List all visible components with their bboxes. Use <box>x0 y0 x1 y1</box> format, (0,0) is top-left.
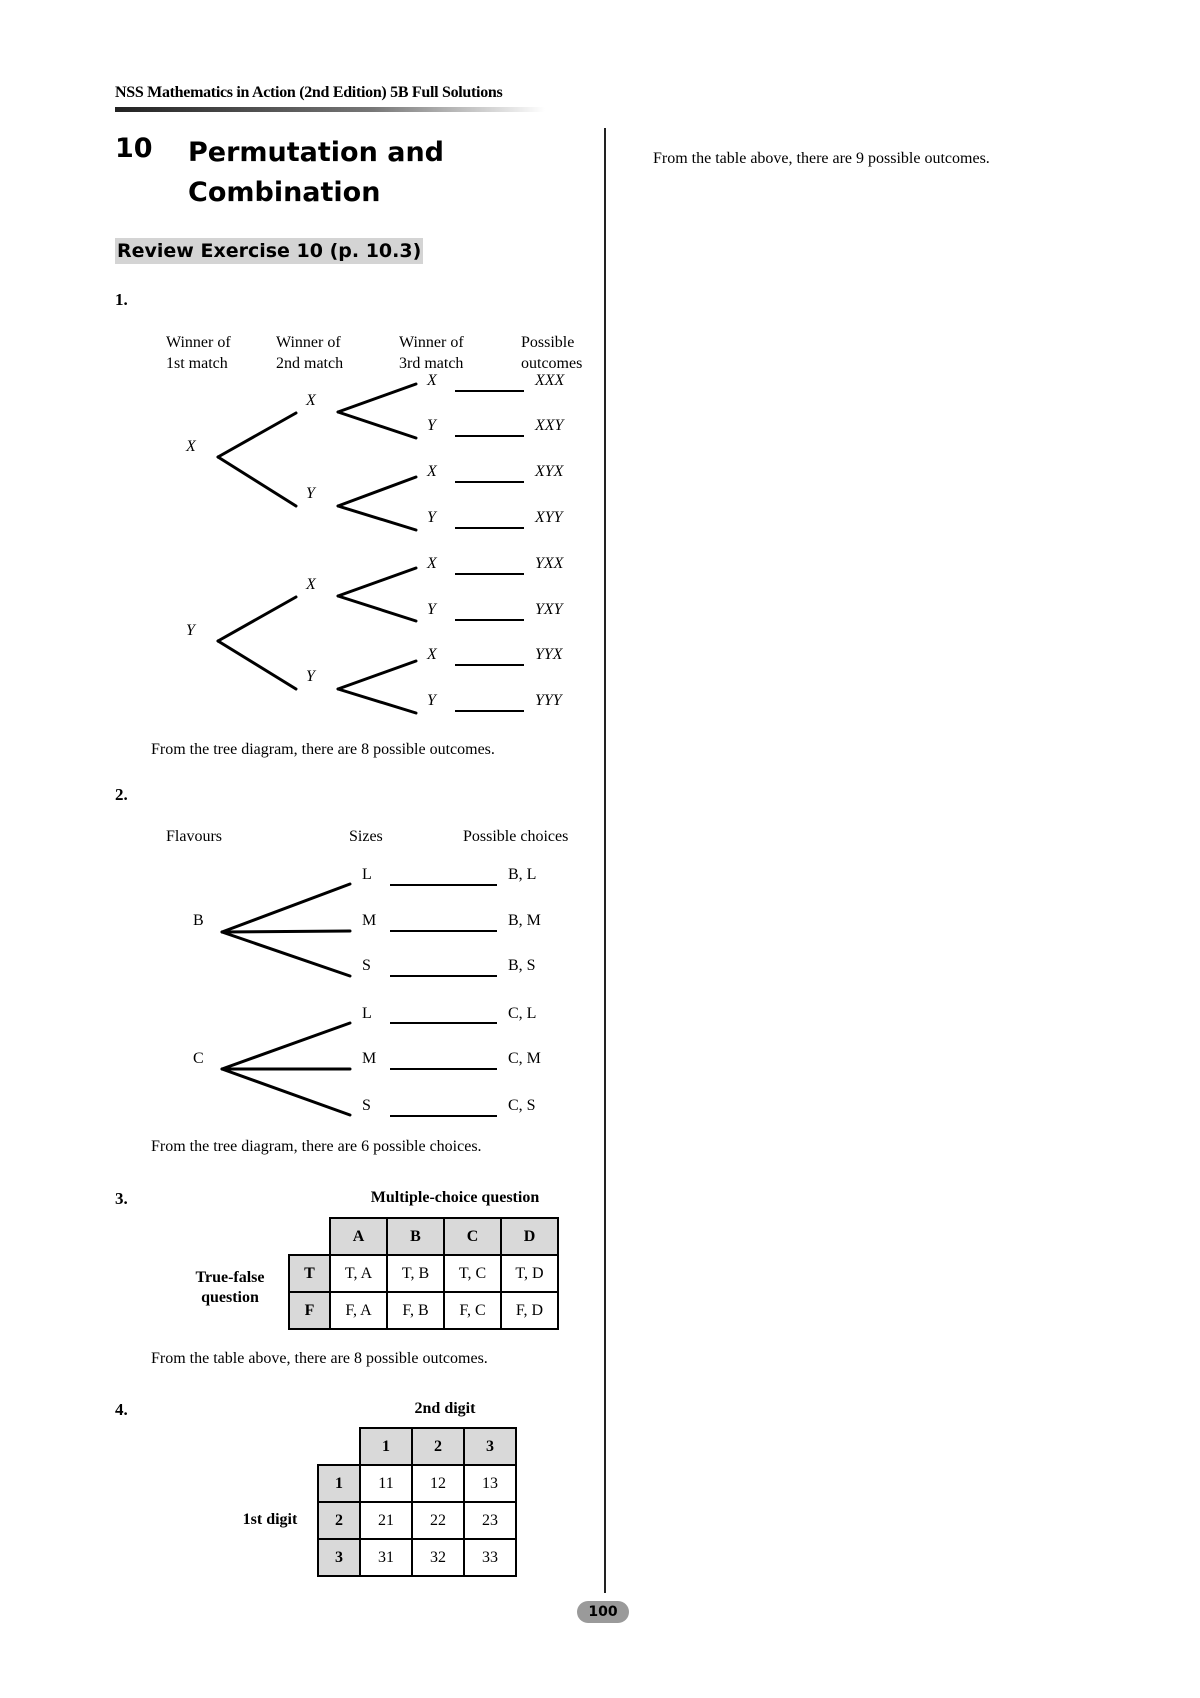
q2-header-flavours: Flavours <box>166 828 222 845</box>
q1-branch <box>218 457 296 506</box>
table-corner <box>318 1428 360 1465</box>
q1-branch <box>338 506 416 530</box>
q2-number: 2. <box>115 785 128 804</box>
table-col-header: B <box>387 1218 444 1255</box>
q1-level3-node: X <box>427 555 437 572</box>
page-number: 100 <box>577 1601 629 1623</box>
table-cell: 11 <box>360 1465 412 1502</box>
q2-choice: C, S <box>508 1097 536 1114</box>
q1-level3-node: Y <box>427 417 436 434</box>
q2-size-node: S <box>362 957 371 974</box>
q1-branch <box>338 661 416 689</box>
q4-number: 4. <box>115 1400 128 1419</box>
q3-outcome-table <box>288 1217 559 1330</box>
q3-row-title-line-1: True-false <box>195 1269 265 1286</box>
q1-outcome: YYY <box>535 692 562 709</box>
q1-outcome: YXY <box>535 601 563 618</box>
q2-header-choices: Possible choices <box>463 828 569 845</box>
review-heading: Review Exercise 10 (p. 10.3) <box>117 240 422 262</box>
q1-branch <box>338 568 416 596</box>
q1-branch <box>338 596 416 621</box>
table-row-header: 3 <box>318 1539 360 1576</box>
q2-size-node: M <box>362 1050 377 1067</box>
table-col-header: 1 <box>360 1428 412 1465</box>
q1-header-4a: Possible <box>521 334 575 351</box>
q1-header-1a: Winner of <box>166 334 231 351</box>
q1-branch <box>338 689 416 713</box>
q1-branch <box>338 412 416 438</box>
table-row <box>318 1465 516 1502</box>
q1-level3-node: X <box>427 646 437 663</box>
chapter-title-line-1: Permutation and <box>188 137 444 168</box>
q1-number: 1. <box>115 290 128 309</box>
table-cell: 13 <box>464 1465 516 1502</box>
table-col-header: 3 <box>464 1428 516 1465</box>
q3-row-title-line-2: question <box>201 1289 259 1306</box>
table-cell: 21 <box>360 1502 412 1539</box>
table-row-header: F <box>289 1292 330 1329</box>
q1-level2-node: X <box>306 576 316 593</box>
table-row <box>289 1255 558 1292</box>
q2-choice: B, S <box>508 957 536 974</box>
q2-size-node: M <box>362 912 377 929</box>
table-cell: 22 <box>412 1502 464 1539</box>
table-row <box>318 1539 516 1576</box>
table-cell: 31 <box>360 1539 412 1576</box>
q1-outcome: YXX <box>535 555 564 572</box>
q2-size-node: L <box>362 1005 372 1022</box>
table-cell: 33 <box>464 1539 516 1576</box>
table-cell: F, D <box>501 1292 558 1329</box>
q2-choice: C, M <box>508 1050 541 1067</box>
q1-outcome: XYX <box>535 463 564 480</box>
q1-header-3a: Winner of <box>399 334 464 351</box>
q1-branch <box>338 384 416 412</box>
q1-level2-node: Y <box>306 668 315 685</box>
table-col-header: C <box>444 1218 501 1255</box>
q4-row-title: 1st digit <box>242 1511 298 1528</box>
q2-conclusion: From the tree diagram, there are 6 possible choices. <box>151 1138 482 1155</box>
q2-header-sizes: Sizes <box>349 828 383 845</box>
table-row <box>318 1502 516 1539</box>
q2-choice: B, M <box>508 912 541 929</box>
q3-number: 3. <box>115 1189 128 1208</box>
q2-branch <box>222 884 350 932</box>
table-cell: T, C <box>444 1255 501 1292</box>
q4-column-title: 2nd digit <box>414 1400 476 1417</box>
q2-size-node: S <box>362 1097 371 1114</box>
q1-branch <box>218 597 296 641</box>
table-col-header: 2 <box>412 1428 464 1465</box>
q3-column-title: Multiple-choice question <box>370 1189 540 1206</box>
table-cell: T, D <box>501 1255 558 1292</box>
q1-level1-node: X <box>186 438 196 455</box>
q1-conclusion: From the tree diagram, there are 8 possible outcomes. <box>151 741 495 758</box>
running-header: NSS Mathematics in Action (2nd Edition) 5B Full Solutions <box>115 84 503 101</box>
q1-level3-node: Y <box>427 509 436 526</box>
q2-choice: C, L <box>508 1005 537 1022</box>
q1-branch <box>338 477 416 506</box>
table-cell: T, B <box>387 1255 444 1292</box>
q2-branch <box>222 1069 350 1115</box>
table-cell: F, B <box>387 1292 444 1329</box>
table-cell: T, A <box>330 1255 387 1292</box>
q1-outcome: XXY <box>535 417 564 434</box>
table-corner <box>289 1218 330 1255</box>
q1-header-2b: 2nd match <box>276 355 344 372</box>
q2-flavour-node: C <box>193 1050 204 1067</box>
q1-level3-node: X <box>427 463 437 480</box>
q2-branch <box>222 931 350 932</box>
q2-flavour-node: B <box>193 912 204 929</box>
q1-header-3b: 3rd match <box>399 355 464 372</box>
q1-outcome: XXX <box>535 372 565 389</box>
q1-header-2a: Winner of <box>276 334 341 351</box>
table-row-header: T <box>289 1255 330 1292</box>
q1-header-1b: 1st match <box>166 355 228 372</box>
table-row <box>289 1292 558 1329</box>
table-row-header: 2 <box>318 1502 360 1539</box>
table-cell: F, C <box>444 1292 501 1329</box>
q3-conclusion: From the table above, there are 8 possible outcomes. <box>151 1350 488 1367</box>
q1-level3-node: X <box>427 372 437 389</box>
table-cell: F, A <box>330 1292 387 1329</box>
q1-branch <box>218 641 296 689</box>
q1-branch <box>218 413 296 457</box>
q1-level1-node: Y <box>186 622 195 639</box>
q1-header-4b: outcomes <box>521 355 583 372</box>
table-row-header: 1 <box>318 1465 360 1502</box>
chapter-title-line-2: Combination <box>188 177 381 208</box>
q1-outcome: YYX <box>535 646 563 663</box>
table-cell: 12 <box>412 1465 464 1502</box>
q2-size-node: L <box>362 866 372 883</box>
q4-conclusion: From the table above, there are 9 possible outcomes. <box>653 150 990 167</box>
q1-level3-node: Y <box>427 692 436 709</box>
chapter-number: 10 <box>115 133 153 164</box>
table-col-header: A <box>330 1218 387 1255</box>
q1-level2-node: X <box>306 392 316 409</box>
table-col-header: D <box>501 1218 558 1255</box>
q1-outcome: XYY <box>535 509 563 526</box>
q1-level2-node: Y <box>306 485 315 502</box>
q2-branch <box>222 932 350 976</box>
table-cell: 32 <box>412 1539 464 1576</box>
q2-choice: B, L <box>508 866 537 883</box>
q1-level3-node: Y <box>427 601 436 618</box>
table-cell: 23 <box>464 1502 516 1539</box>
q3-row-title <box>180 1268 280 1308</box>
q2-branch <box>222 1023 350 1069</box>
q4-digit-table <box>317 1427 517 1577</box>
